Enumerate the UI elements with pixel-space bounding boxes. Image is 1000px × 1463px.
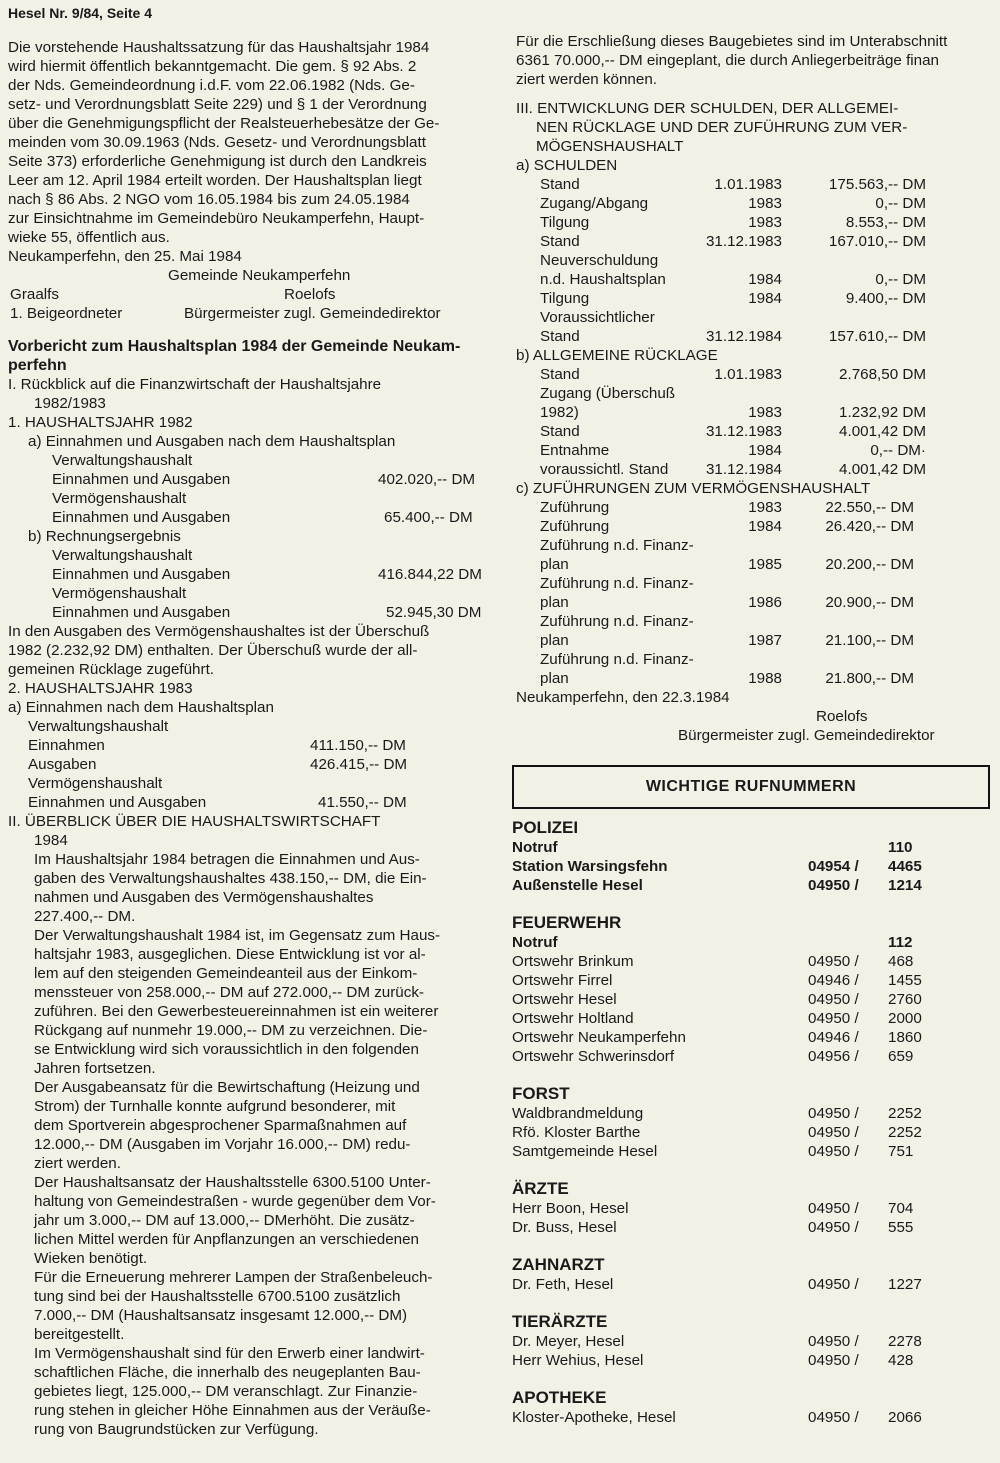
row-date: 1983	[748, 195, 782, 212]
row-value: 167.010,-- DM	[828, 233, 926, 250]
phone-entry-name: Dr. Feth, Hesel	[512, 1276, 614, 1293]
phone-section-forst	[512, 1084, 992, 1161]
budget-value: 52.945,30 DM	[386, 604, 482, 621]
phone-section-title: TIERÄRZTE	[512, 1312, 608, 1331]
text-line: Der Ausgabeansatz für die Bewirtschaftung (Heizung und	[34, 1079, 420, 1096]
row-date: 31.12.1983	[705, 233, 782, 250]
phone-number: 112	[888, 934, 913, 951]
text-line: Strom) der Turnhalle konnte aufgrund besonderer, mit	[34, 1098, 396, 1115]
phone-section-title: FORST	[512, 1084, 570, 1103]
phone-section-feuerwehr	[512, 913, 992, 1066]
phone-entry-name: Ortswehr Brinkum	[512, 953, 634, 970]
phone-number: 1227	[888, 1276, 922, 1293]
row-date: 31.12.1984	[705, 461, 782, 478]
row-value: 21.100,-- DM	[825, 632, 914, 649]
text-line: 227.400,-- DM.	[34, 908, 136, 925]
row-label: Neuverschuldung	[540, 252, 659, 269]
sig-title-right: Bürgermeister zugl. Gemeindedirektor	[184, 305, 441, 322]
title-line: perfehn	[8, 357, 67, 374]
phone-number: 1455	[888, 972, 922, 989]
table-row	[516, 517, 996, 536]
budget-value: 41.550,-- DM	[318, 794, 407, 811]
table-row	[516, 403, 996, 422]
phone-row	[512, 1009, 992, 1028]
phone-number: 704	[888, 1200, 914, 1217]
row-label: Zuführung n.d. Finanz-	[540, 575, 694, 592]
title-line: Vorbericht zum Haushaltsplan 1984 der Gemeinde Neukam-	[8, 338, 461, 355]
table-row	[516, 669, 996, 688]
row-date: 31.12.1983	[705, 423, 782, 440]
phone-section-title: APOTHEKE	[512, 1388, 607, 1407]
debt-table	[516, 175, 996, 346]
row-label: plan	[540, 632, 569, 649]
page-header: Hesel Nr. 9/84, Seite 4	[8, 5, 152, 21]
text-line: nach § 86 Abs. 2 NGO vom 16.05.1984 bis zum 24.05.1984	[8, 191, 410, 208]
row-label: Stand	[540, 366, 580, 383]
budget-value: 426.415,-- DM	[310, 756, 408, 773]
row-date: 1.01.1983	[714, 366, 782, 383]
phone-entry-name: Ortswehr Hesel	[512, 991, 617, 1008]
phone-entry-name: Kloster-Apotheke, Hesel	[512, 1409, 676, 1426]
section-heading: III. ENTWICKLUNG DER SCHULDEN, DER ALLGEMEI-	[516, 100, 899, 117]
row-label: Stand	[540, 233, 580, 250]
phone-section-title: FEUERWEHR	[512, 913, 622, 932]
row-value: 157.610,-- DM	[828, 328, 926, 345]
phone-entry-name: Station Warsingsfehn	[512, 858, 668, 875]
phone-area-code: 04950 /	[808, 1124, 859, 1141]
row-date: 1984	[748, 290, 782, 307]
table-row	[516, 631, 996, 650]
text-line: rung stehen in gleicher Höhe Einnahmen aus der Veräuße-	[34, 1402, 431, 1419]
phone-row	[512, 1028, 992, 1047]
phone-directory	[512, 818, 992, 1427]
signature-title-row	[516, 726, 996, 745]
row-date: 1984	[748, 518, 782, 535]
phone-entry-name: Ortswehr Firrel	[512, 972, 613, 989]
row-value: 0,-- DM	[875, 195, 926, 212]
budget-label: Einnahmen und Ausgaben	[28, 794, 207, 811]
budget-label: Verwaltungshaushalt	[52, 452, 193, 469]
reserve-table	[516, 365, 996, 479]
row-value: 4.001,42 DM	[839, 461, 926, 478]
text-line: 6361 70.000,-- DM eingeplant, die durch Anliegerbeiträge finan	[516, 52, 940, 69]
sig-title-left: 1. Beigeordneter	[10, 305, 123, 322]
text-line: 1982 (2.232,92 DM) enthalten. Der Überschuß wurde der all-	[8, 642, 418, 659]
phone-entry-name: Dr. Meyer, Hesel	[512, 1333, 625, 1350]
table-row	[516, 327, 996, 346]
row-date: 1986	[748, 594, 782, 611]
text-line: Leer am 12. April 1984 erteilt worden. Der Haushaltsplan liegt	[8, 172, 422, 189]
table-row	[516, 574, 996, 593]
phone-row	[512, 933, 992, 952]
phone-number: 4465	[888, 858, 922, 875]
row-label: Tilgung	[540, 290, 590, 307]
phone-row	[512, 1104, 992, 1123]
phone-entry-name: Samtgemeinde Hesel	[512, 1143, 658, 1160]
text-line: rung von Baugrundstücken zur Verfügung.	[34, 1421, 319, 1438]
phone-entry-name: Herr Wehius, Hesel	[512, 1352, 644, 1369]
table-row	[516, 194, 996, 213]
budget-value: 416.844,22 DM	[378, 566, 482, 583]
text-line: meinden vom 30.09.1963 (Nds. Gesetz- und Verordnungsblatt	[8, 134, 426, 151]
phone-area-code: 04954 /	[808, 858, 859, 875]
text-line: gebietes liegt, 125.000,-- DM veranschlagt. Zur Finanzie-	[34, 1383, 418, 1400]
row-date: 1987	[748, 632, 782, 649]
section-heading: I. Rückblick auf die Finanzwirtschaft der Haushaltsjahre	[8, 376, 382, 393]
phone-row	[512, 1351, 992, 1370]
text-line: Für die Erneuerung mehrerer Lampen der Straßenbeleuch-	[34, 1269, 433, 1286]
phone-area-code: 04950 /	[808, 1409, 859, 1426]
row-value: 1.232,92 DM	[839, 404, 926, 421]
row-value: 26.420,-- DM	[825, 518, 914, 535]
transfer-heading: c) ZUFÜHRUNGEN ZUM VERMÖGENSHAUSHALT	[516, 480, 871, 497]
phone-entry-name: Ortswehr Holtland	[512, 1010, 634, 1027]
fiscal-year-heading: 1. HAUSHALTSJAHR 1982	[8, 414, 193, 431]
phone-area-code: 04950 /	[808, 877, 859, 894]
row-date: 1983	[748, 214, 782, 231]
phone-number: 468	[888, 953, 914, 970]
row-label: Voraussichtlicher	[540, 309, 655, 326]
phone-number: 555	[888, 1219, 914, 1236]
phone-entry-name: Notruf	[512, 934, 558, 951]
row-value: 0,-- DM	[875, 271, 926, 288]
phone-area-code: 04956 /	[808, 1048, 859, 1065]
phone-section-title: ZAHNARZT	[512, 1255, 605, 1274]
budget-label: Einnahmen und Ausgaben	[52, 471, 231, 488]
row-label: Entnahme	[540, 442, 610, 459]
row-value: 175.563,-- DM	[828, 176, 926, 193]
row-value: 2.768,50 DM	[839, 366, 926, 383]
text-line: 12.000,-- DM (Ausgaben im Vorjahr 16.000,-- DM) redu-	[34, 1136, 411, 1153]
phone-number: 751	[888, 1143, 914, 1160]
text-line: setz- und Verordnungsblatt Seite 229) und § 1 der Verordnung	[8, 96, 427, 113]
budget-row	[8, 793, 500, 812]
signature-name-row	[516, 707, 996, 726]
phone-row	[512, 990, 992, 1009]
sig-municipality: Gemeinde Neukamperfehn	[168, 267, 351, 284]
row-label: Stand	[540, 328, 580, 345]
row-label: Zuführung n.d. Finanz-	[540, 613, 694, 630]
phone-area-code: 04950 /	[808, 1219, 859, 1236]
budget-label: Einnahmen und Ausgaben	[52, 509, 231, 526]
text-line: dem Sportverein abgesprochener Sparmaßnahmen auf	[34, 1117, 407, 1134]
phone-row	[512, 838, 992, 857]
row-label: Stand	[540, 176, 580, 193]
phone-number: 1860	[888, 1029, 922, 1046]
table-row	[516, 365, 996, 384]
row-value: 21.800,-- DM	[825, 670, 914, 687]
sig-name-right: Roelofs	[284, 286, 336, 303]
phone-number: 659	[888, 1048, 914, 1065]
text-line: gaben des Verwaltungshaushaltes 438.150,-- DM, die Ein-	[34, 870, 427, 887]
phone-area-code: 04950 /	[808, 953, 859, 970]
continued-text	[516, 32, 996, 89]
phone-number: 2760	[888, 991, 922, 1008]
signature-title: Bürgermeister zugl. Gemeindedirektor	[678, 727, 935, 744]
budget-label: Verwaltungshaushalt	[52, 547, 193, 564]
row-value: 20.900,-- DM	[825, 594, 914, 611]
text-line: In den Ausgaben des Vermögenshaushaltes ist der Überschuß	[8, 623, 430, 640]
table-row	[516, 232, 996, 251]
phone-number: 110	[888, 839, 913, 856]
phone-area-code: 04950 /	[808, 1276, 859, 1293]
transfer-table	[516, 498, 996, 688]
row-date: 1988	[748, 670, 782, 687]
phone-section-title: ÄRZTE	[512, 1179, 569, 1198]
row-label: Zuführung n.d. Finanz-	[540, 537, 694, 554]
phone-row	[512, 1218, 992, 1237]
budget-value: 411.150,-- DM	[310, 737, 406, 754]
phone-entry-name: Rfö. Kloster Barthe	[512, 1124, 641, 1141]
phone-area-code: 04946 /	[808, 972, 859, 989]
budget-label: Vermögenshaushalt	[28, 775, 163, 792]
text-line: Im Vermögenshaushalt sind für den Erwerb einer landwirt-	[34, 1345, 425, 1362]
phone-area-code: 04950 /	[808, 1143, 859, 1160]
budget-row	[8, 755, 500, 774]
row-date: 1983	[748, 404, 782, 421]
row-label: Stand	[540, 423, 580, 440]
row-label: Zuführung	[540, 499, 610, 516]
text-line: Für die Erschließung dieses Baugebietes sind im Unterabschnitt	[516, 33, 948, 50]
text-line: Die vorstehende Haushaltssatzung für das Haushaltsjahr 1984	[8, 39, 430, 56]
text-line: schaftlichen Fläche, die innerhalb des neugeplanten Bau-	[34, 1364, 421, 1381]
budget-label: Einnahmen	[28, 737, 105, 754]
row-label: voraussichtl. Stand	[540, 461, 669, 478]
text-line: se Entwicklung wird sich voraussichtlich in den folgenden	[34, 1041, 419, 1058]
phone-entry-name: Herr Boon, Hesel	[512, 1200, 629, 1217]
phone-row	[512, 857, 992, 876]
phone-section-aerzte	[512, 1179, 992, 1237]
budget-row	[8, 603, 500, 622]
phone-section-zahnarzt	[512, 1255, 992, 1294]
phone-row	[512, 876, 992, 895]
phone-area-code: 04950 /	[808, 1333, 859, 1350]
row-date: 31.12.1984	[705, 328, 782, 345]
budget-label: Vermögenshaushalt	[52, 585, 187, 602]
section-heading: 1984	[34, 832, 68, 849]
table-row	[516, 251, 996, 270]
section-heading: NEN RÜCKLAGE UND DER ZUFÜHRUNG ZUM VER-	[536, 119, 908, 136]
phone-area-code: 04950 /	[808, 1200, 859, 1217]
phone-number: 2066	[888, 1409, 922, 1426]
phone-row	[512, 971, 992, 990]
table-row	[516, 289, 996, 308]
row-label: plan	[540, 594, 569, 611]
right-column	[516, 32, 996, 745]
table-row	[516, 308, 996, 327]
text-line: der Nds. Gemeindeordnung i.d.F. vom 22.06.1982 (Nds. Ge-	[8, 77, 415, 94]
text-line: Der Verwaltungshaushalt 1984 ist, im Gegensatz zum Haus-	[34, 927, 441, 944]
phone-number: 2252	[888, 1105, 922, 1122]
phone-area-code: 04946 /	[808, 1029, 859, 1046]
row-label: Zugang/Abgang	[540, 195, 649, 212]
row-date: 1985	[748, 556, 782, 573]
table-row	[516, 612, 996, 631]
table-row	[516, 555, 996, 574]
phone-row	[512, 1199, 992, 1218]
table-row	[516, 384, 996, 403]
row-value: 9.400,-- DM	[845, 290, 926, 307]
phone-entry-name: Außenstelle Hesel	[512, 877, 643, 894]
phone-number: 2278	[888, 1333, 922, 1350]
debt-heading: a) SCHULDEN	[516, 157, 618, 174]
overview-text	[8, 850, 500, 1439]
budget-value: 65.400,-- DM	[384, 509, 473, 526]
row-label: plan	[540, 556, 569, 573]
text-line: über die Genehmigungspflicht der Realsteuerhebesätze der Ge-	[8, 115, 440, 132]
text-line: gemeinen Rücklage zugeführt.	[8, 661, 215, 678]
announcement-text	[8, 38, 500, 266]
row-label: 1982)	[540, 404, 579, 421]
text-line: ziert werden.	[34, 1155, 121, 1172]
text-line: zuführen. Bei den Gewerbesteuereinnahmen ist ein weiterer	[34, 1003, 439, 1020]
table-row	[516, 213, 996, 232]
text-line: Rückgang auf nunmehr 19.000,-- DM zu verzeichnen. Die-	[34, 1022, 428, 1039]
budget-label: Ausgaben	[28, 756, 97, 773]
table-row	[516, 536, 996, 555]
phone-number: 2252	[888, 1124, 922, 1141]
phone-row	[512, 1123, 992, 1142]
row-date: 1.01.1983	[714, 176, 782, 193]
section-heading: MÖGENSHAUSHALT	[536, 138, 684, 155]
text-line: Neukamperfehn, den 25. Mai 1984	[8, 248, 242, 265]
table-row	[516, 650, 996, 669]
text-line: tung sind bei der Haushaltsstelle 6700.5100 zusätzlich	[34, 1288, 401, 1305]
budget-row	[8, 736, 500, 755]
row-label: plan	[540, 670, 569, 687]
signature-names	[8, 285, 500, 304]
row-label: n.d. Haushaltsplan	[540, 271, 666, 288]
reserve-heading: b) ALLGEMEINE RÜCKLAGE	[516, 347, 718, 364]
phone-section-tieraerzte	[512, 1312, 992, 1370]
signature-titles	[8, 304, 500, 323]
phone-row	[512, 1142, 992, 1161]
phone-area-code: 04950 /	[808, 1010, 859, 1027]
section-heading: 1982/1983	[34, 395, 106, 412]
signature-block	[8, 266, 500, 285]
text-line: wird hiermit öffentlich bekanntgemacht. Die gem. § 92 Abs. 2	[8, 58, 417, 75]
left-column	[8, 38, 500, 1439]
text-line: nahmen und Ausgaben des Vermögenshaushaltes	[34, 889, 374, 906]
phone-section-polizei	[512, 818, 992, 895]
phone-number: 2000	[888, 1010, 922, 1027]
table-row	[516, 498, 996, 517]
row-date: 1983	[748, 499, 782, 516]
table-row	[516, 422, 996, 441]
budget-row	[8, 508, 500, 527]
phone-numbers-box-title: WICHTIGE RUFNUMMERN	[512, 765, 990, 809]
budget-label: Einnahmen und Ausgaben	[52, 566, 231, 583]
row-value: 8.553,-- DM	[845, 214, 926, 231]
phone-row	[512, 1408, 992, 1427]
text-line: 7.000,-- DM (Haushaltsansatz insgesamt 12.000,-- DM)	[34, 1307, 408, 1324]
row-date: 1984	[748, 271, 782, 288]
budget-row	[8, 565, 500, 584]
phone-number: 428	[888, 1352, 914, 1369]
phone-area-code: 04950 /	[808, 1352, 859, 1369]
preliminary-report-title	[8, 337, 500, 375]
signature-name: Roelofs	[816, 708, 868, 725]
table-row	[516, 270, 996, 289]
place-date: Neukamperfehn, den 22.3.1984	[516, 689, 730, 706]
row-label: Zuführung n.d. Finanz-	[540, 651, 694, 668]
phone-section-title: POLIZEI	[512, 818, 579, 837]
note-1982	[8, 622, 500, 679]
subsection-heading: a) Einnahmen und Ausgaben nach dem Haushaltsplan	[28, 433, 396, 450]
text-line: Wieken benötigt.	[34, 1250, 148, 1267]
text-line: Seite 373) erforderliche Genehmigung ist durch den Landkreis	[8, 153, 427, 170]
text-line: haltsjahr 1983, ausgeglichen. Diese Entwicklung ist vor al-	[34, 946, 426, 963]
budget-row	[8, 470, 500, 489]
text-line: wieke 55, öffentlich aus.	[8, 229, 170, 246]
sig-name-left: Graalfs	[10, 286, 59, 303]
text-line: menssteuer von 258.000,-- DM auf 272.000,-- DM zurück-	[34, 984, 424, 1001]
row-label: Tilgung	[540, 214, 590, 231]
budget-value: 402.020,-- DM	[378, 471, 476, 488]
table-row	[516, 460, 996, 479]
subsection-heading: a) Einnahmen nach dem Haushaltsplan	[8, 699, 274, 716]
row-date: 1984	[748, 442, 782, 459]
text-line: haltung von Gemeindestraßen - wurde gegenüber dem Vor-	[34, 1193, 436, 1210]
phone-row	[512, 952, 992, 971]
phone-section-apotheke	[512, 1388, 992, 1427]
row-value: 20.200,-- DM	[825, 556, 914, 573]
text-line: ziert werden können.	[516, 71, 657, 88]
phone-row	[512, 1275, 992, 1294]
table-row	[516, 593, 996, 612]
row-value: 4.001,42 DM	[839, 423, 926, 440]
phone-entry-name: Ortswehr Neukamperfehn	[512, 1029, 686, 1046]
phone-entry-name: Waldbrandmeldung	[512, 1105, 644, 1122]
text-line: zur Einsichtnahme im Gemeindebüro Neukamperfehn, Haupt-	[8, 210, 425, 227]
budget-label: Einnahmen und Ausgaben	[52, 604, 231, 621]
phone-number: 1214	[888, 877, 922, 894]
text-line: lem auf den steigenden Gemeindeanteil aus der Einkom-	[34, 965, 418, 982]
table-row	[516, 175, 996, 194]
fiscal-year-heading: 2. HAUSHALTSJAHR 1983	[8, 680, 193, 697]
text-line: Der Haushaltsansatz der Haushaltsstelle 6300.5100 Unter-	[34, 1174, 431, 1191]
text-line: Jahren fortsetzen.	[34, 1060, 156, 1077]
subsection-heading: b) Rechnungsergebnis	[28, 528, 181, 545]
row-label: Zugang (Überschuß	[540, 385, 676, 402]
row-label: Zuführung	[540, 518, 610, 535]
text-line: Im Haushaltsjahr 1984 betragen die Einnahmen und Aus-	[34, 851, 420, 868]
text-line: lichen Mittel werden für Anpflanzungen an verschiedenen	[34, 1231, 419, 1248]
table-row	[516, 441, 996, 460]
row-value: 22.550,-- DM	[825, 499, 914, 516]
budget-label: Vermögenshaushalt	[52, 490, 187, 507]
phone-row	[512, 1332, 992, 1351]
phone-entry-name: Dr. Buss, Hesel	[512, 1219, 617, 1236]
phone-entry-name: Notruf	[512, 839, 558, 856]
section-heading: II. ÜBERBLICK ÜBER DIE HAUSHALTSWIRTSCHAFT	[8, 813, 381, 830]
text-line: jahr um 3.000,-- DM auf 13.000,-- DMerhöht. Die zusätz-	[34, 1212, 415, 1229]
phone-row	[512, 1047, 992, 1066]
phone-area-code: 04950 /	[808, 991, 859, 1008]
phone-entry-name: Ortswehr Schwerinsdorf	[512, 1048, 675, 1065]
text-line: bereitgestellt.	[34, 1326, 125, 1343]
budget-label: Verwaltungshaushalt	[28, 718, 169, 735]
phone-area-code: 04950 /	[808, 1105, 859, 1122]
row-value: 0,-- DM·	[870, 442, 926, 459]
